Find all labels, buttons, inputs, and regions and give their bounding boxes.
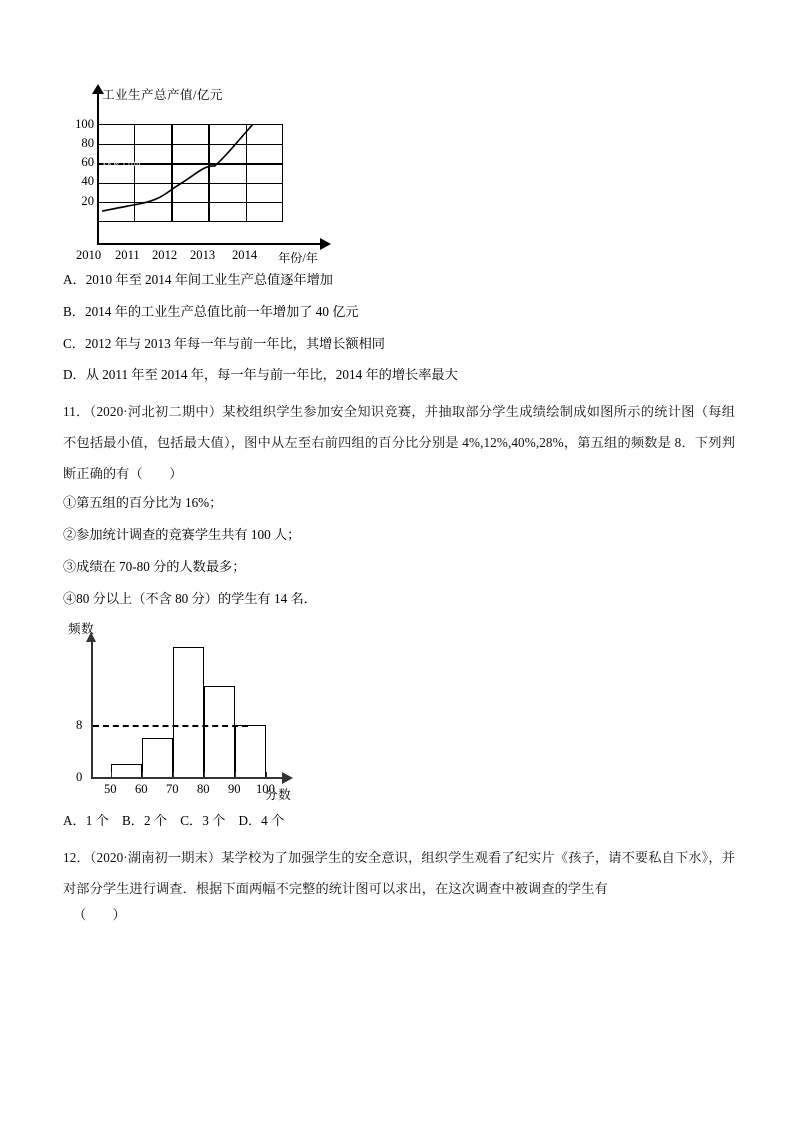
q10-option-c: C．2012 年与 2013 年每一年与前一年比，其增长额相同 <box>63 336 385 351</box>
q12-stem: 12．（2020·湖南初一期末）某学校为了加强学生的安全意识，组织学生观看了纪实片《孩子，请不要私自下水》，并对部分学生进行调查．根据下面两幅不完整的统计图可以求出，在这次调查中被调查的学生有 <box>63 850 735 896</box>
q11-statement-4: ④80 分以上（不含 80 分）的学生有 14 名． <box>63 591 317 606</box>
y-tick-80: 80 <box>81 136 94 150</box>
reference-line-8 <box>93 725 248 727</box>
y-axis-line <box>91 640 93 779</box>
q10-option-b: B．2014 年的工业生产总值比前一年增加了 40 亿元 <box>63 304 359 319</box>
bar-70-80 <box>173 647 204 777</box>
x-tick-2013: 2013 <box>190 248 216 262</box>
x-tick-2012: 2012 <box>152 248 178 262</box>
x-tick-2010: 2010 <box>76 248 102 262</box>
x-tick-80: 80 <box>197 782 210 796</box>
x-tick-100: 100 <box>256 782 275 796</box>
y-tick-20: 20 <box>81 194 94 208</box>
line-series-path <box>97 124 297 224</box>
x-axis-arrow-icon <box>320 238 331 250</box>
x-tick-2011: 2011 <box>115 248 140 262</box>
y-tick-60: 60 <box>81 155 94 169</box>
watermark: xkw.com <box>102 158 142 168</box>
y-tick-8: 8 <box>76 718 83 732</box>
chart-y-axis-title: 工业生产总产值/亿元 <box>102 88 223 102</box>
q11-statement-2: ②参加统计调查的竞赛学生共有 100 人； <box>63 527 301 542</box>
q11-statement-1: ①第五组的百分比为 16%； <box>63 495 223 510</box>
y-tick-0: 0 <box>76 770 83 784</box>
chart-y-axis-title: 频数 <box>68 622 95 636</box>
q12-answer-blank: （ ） <box>73 907 126 922</box>
x-tick-70: 70 <box>166 782 179 796</box>
bar-90-100 <box>235 725 266 777</box>
bar-50-60 <box>111 764 142 777</box>
bar-80-90 <box>204 686 235 777</box>
y-tick-100: 100 <box>75 117 94 131</box>
q11-stem: 11．（2020·河北初二期中）某校组织学生参加安全知识竞赛，并抽取部分学生成绩绘制成如图所示的统计图（每组不包括最小值，包括最大值），图中从左至右前四组的百分比分别是 4%,12%,40%,28%，第五组的频数是 8．下列判断正确的有（ ） <box>63 404 735 481</box>
x-axis-unit-label: 分数 <box>265 788 292 802</box>
y-tick-40: 40 <box>81 174 94 188</box>
x-tick-60: 60 <box>135 782 148 796</box>
q11-statement-3: ③成绩在 70-80 分的人数最多； <box>63 559 246 574</box>
q11-options: A．1 个 B．2 个 C．3 个 D．4 个 <box>63 813 285 828</box>
line-chart-industrial-output <box>75 86 340 265</box>
x-tick-90: 90 <box>228 782 241 796</box>
q10-option-d: D．从 2011 年至 2014 年，每一年与前一年比，2014 年的增长率最大 <box>63 367 458 382</box>
histogram-score-frequency <box>60 618 360 818</box>
x-axis-line <box>91 777 284 779</box>
x-tick-50: 50 <box>104 782 117 796</box>
y-tick-labels <box>56 86 94 246</box>
bar-60-70 <box>142 738 173 777</box>
x-axis-arrow-icon <box>282 772 293 784</box>
x-axis-line <box>97 243 321 245</box>
q10-option-a: A．2010 年至 2014 年间工业生产总值逐年增加 <box>63 272 333 287</box>
x-axis-unit-label: 年份/年 <box>278 251 318 265</box>
x-tick-2014: 2014 <box>232 248 258 262</box>
